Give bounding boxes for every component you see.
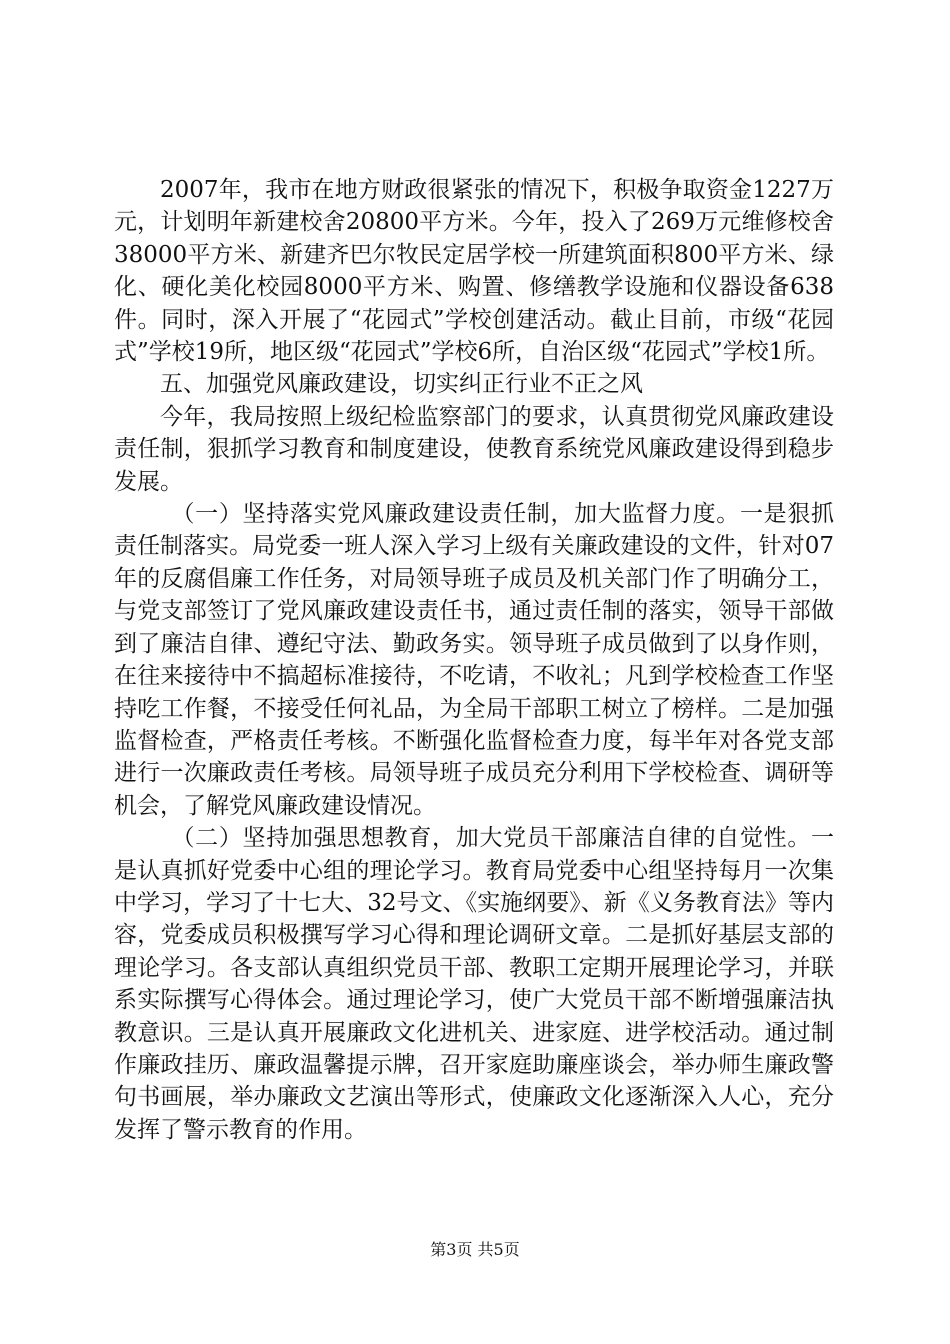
document-body — [114, 174, 834, 1146]
paragraph-item-two: （二）坚持加强思想教育，加大党员干部廉洁自律的自觉性。一是认真抓好党委中心组的理论学习。教育局党委中心组坚持每月一次集中学习，学习了十七大、32号文、《实施纲要》、新《义务教育法》等内容，党委成员积极撰写学习心得和理论调研文章。二是抓好基层支部的理论学习。各支部认真组织党员干部、教职工定期开展理论学习，并联系实际撰写心得体会。通过理论学习，使广大党员干部不断增强廉洁执教意识。三是认真开展廉政文化进机关、进家庭、进学校活动。通过制作廉政挂历、廉政温馨提示牌，召开家庭助廉座谈会，举办师生廉政警句书画展，举办廉政文艺演出等形式，使廉政文化逐渐深入人心，充分发挥了警示教育的作用。 — [114, 825, 834, 1143]
section-heading-five: 五、加强党风廉政建设，切实纠正行业不正之风 — [160, 371, 643, 398]
paragraph-section-intro: 今年，我局按照上级纪检监察部门的要求，认真贯彻党风廉政建设责任制，狠抓学习教育和制度建设，使教育系统党风廉政建设得到稳步发展。 — [114, 403, 834, 495]
page-number-footer: 第3页 共5页 — [430, 1240, 520, 1259]
paragraph-school-construction: 2007年，我市在地方财政很紧张的情况下，积极争取资金1227万元，计划明年新建校舍20800平方米。今年，投入了269万元维修校舍38000平方米、新建齐巴尔牧民定居学校一所建筑面积800平方米、绿化、硬化美化校园8000平方米、购置、修缮教学设施和仪器设备638件。同时，深入开展了“花园式”学校创建活动。截止目前，市级“花园式”学校19所，地区级“花园式”学校6所，自治区级“花园式”学校1所。 — [114, 177, 834, 366]
paragraph-item-one: （一）坚持落实党风廉政建设责任制，加大监督力度。一是狠抓责任制落实。局党委一班人深入学习上级有关廉政建设的文件，针对07年的反腐倡廉工作任务，对局领导班子成员及机关部门作了明确分工，与党支部签订了党风廉政建设责任书，通过责任制的落实，领导干部做到了廉洁自律、遵纪守法、勤政务实。领导班子成员做到了以身作则，在往来接待中不搞超标准接待，不吃请，不收礼；凡到学校检查工作坚持吃工作餐，不接受任何礼品，为全局干部职工树立了榜样。二是加强监督检查，严格责任考核。不断强化监督检查力度，每半年对各党支部进行一次廉政责任考核。局领导班子成员充分利用下学校检查、调研等机会，了解党风廉政建设情况。 — [114, 501, 834, 819]
